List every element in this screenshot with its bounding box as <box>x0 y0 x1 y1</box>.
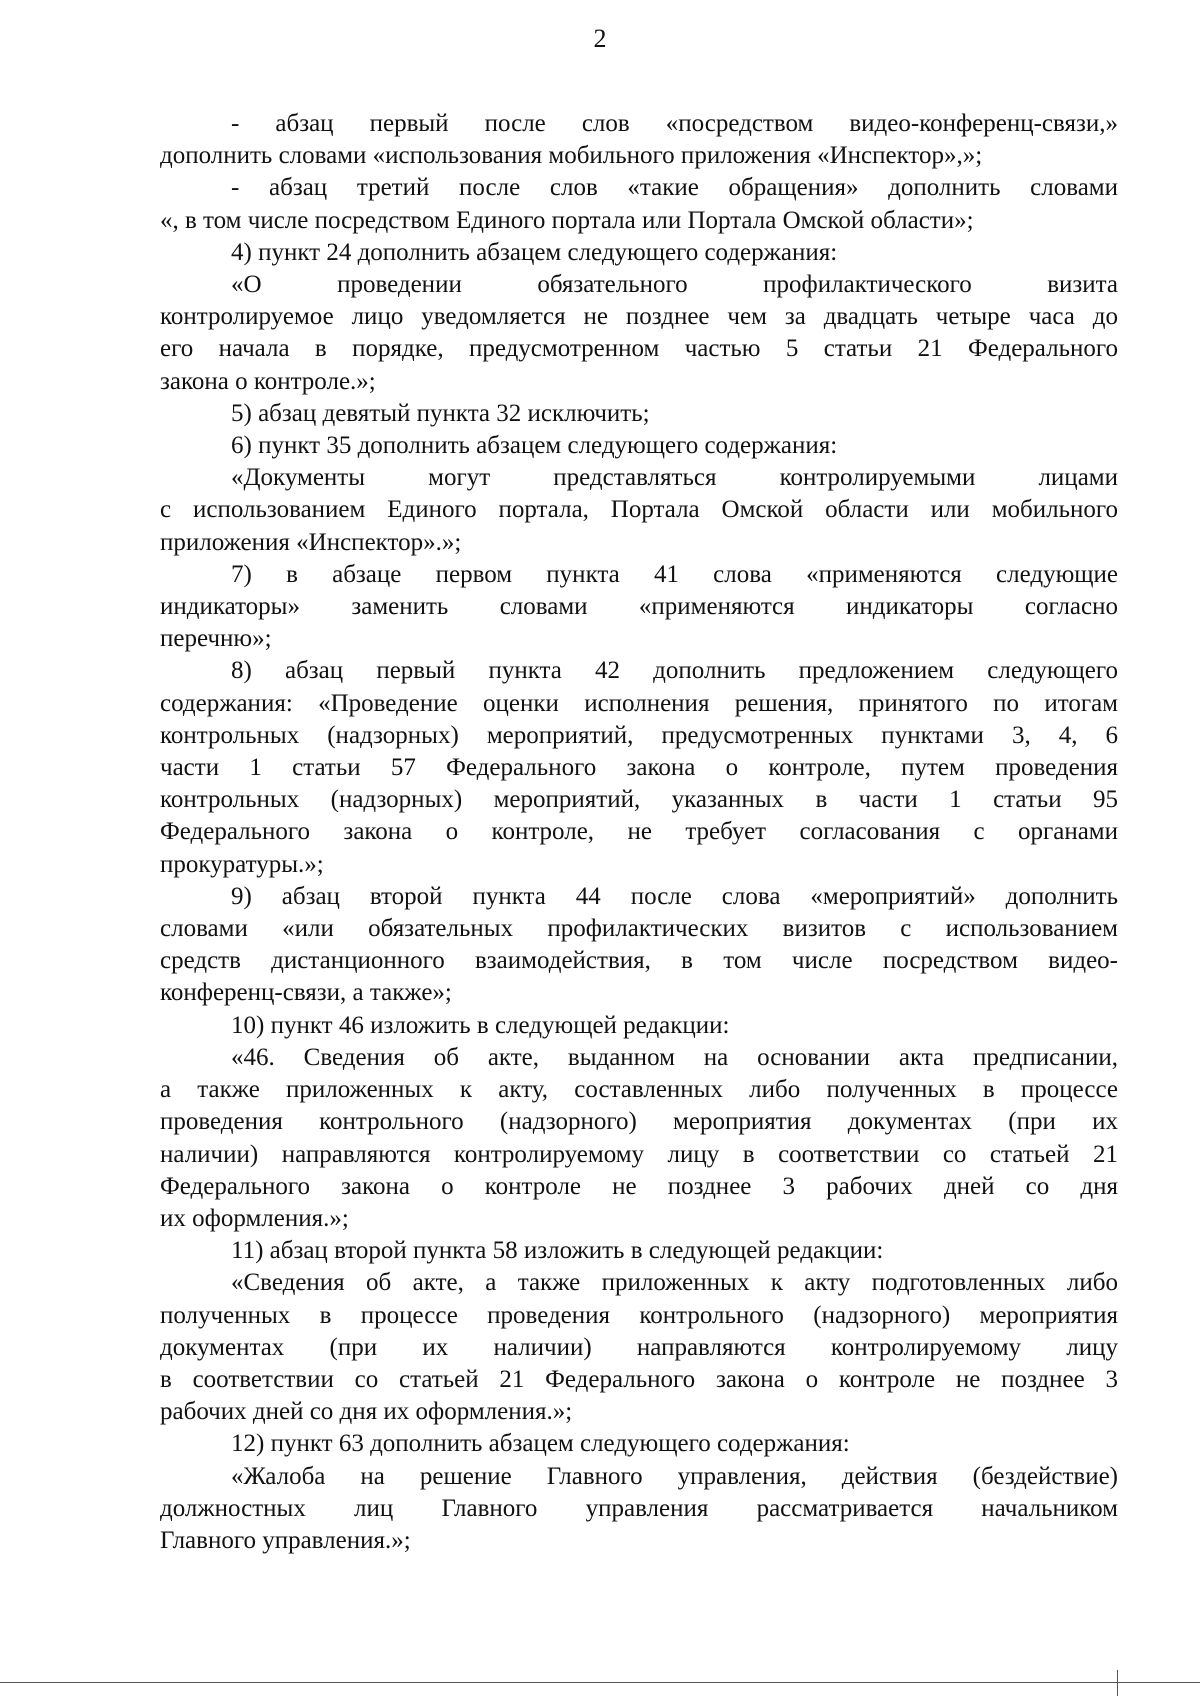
paragraph-line: прокуратуры.»; <box>160 850 324 878</box>
paragraph <box>160 172 1118 236</box>
paragraph-line: проведения контрольного (надзорного) мероприятия документах (при их <box>160 1108 1118 1136</box>
paragraph-line: 10) пункт 46 изложить в следующей редакции: <box>231 1011 730 1039</box>
page-number: 2 <box>593 24 607 53</box>
paragraph-line: его начала в порядке, предусмотренном частью 5 статьи 21 Федерального <box>160 335 1118 363</box>
paragraph <box>160 108 1118 172</box>
paragraph <box>160 559 1118 656</box>
paragraph-line: конференц-связи, а также»; <box>160 979 452 1007</box>
paragraph <box>160 1010 1118 1042</box>
paragraph <box>160 1235 1118 1267</box>
paragraph <box>160 462 1118 559</box>
paragraph-line: Главного управления.»; <box>160 1526 411 1554</box>
paragraph <box>160 1267 1118 1428</box>
paragraph <box>160 655 1118 880</box>
paragraph-line: закона о контроле.»; <box>160 367 376 395</box>
paragraph-line: «Документы могут представляться контролируемыми лицами <box>231 464 1118 492</box>
paragraph-line: в соответствии со статьей 21 Федерального закона о контроле не позднее 3 <box>160 1365 1118 1393</box>
paragraph-line: 11) абзац второй пункта 58 изложить в следующей редакции: <box>231 1237 884 1265</box>
paragraph-line: индикаторы» заменить словами «применяются индикаторы согласно <box>160 593 1118 621</box>
paragraph <box>160 1428 1118 1460</box>
paragraph-line: 12) пункт 63 дополнить абзацем следующего содержания: <box>231 1430 850 1458</box>
paragraph-line: «Сведения об акте, а также приложенных к акту подготовленных либо <box>231 1269 1118 1297</box>
paragraph-line: «, в том числе посредством Единого портала или Портала Омской области»; <box>160 206 974 234</box>
bottom-divider <box>0 1682 1200 1683</box>
paragraph <box>160 881 1118 1010</box>
paragraph-line: Федерального закона о контроле не позднее 3 рабочих дней со дня <box>160 1172 1118 1200</box>
paragraph-line: - абзац первый после слов «посредством видео-конференц-связи,» <box>231 110 1118 137</box>
paragraph <box>160 237 1118 269</box>
paragraph-line: документах (при их наличии) направляются контролируемому лицу <box>160 1333 1118 1361</box>
paragraph-line: «Жалоба на решение Главного управления, действия (бездействие) <box>231 1462 1118 1490</box>
paragraph-line: части 1 статьи 57 Федерального закона о контроле, путем проведения <box>160 754 1118 782</box>
paragraph-line: «46. Сведения об акте, выданном на основании акта предписании, <box>231 1043 1118 1071</box>
paragraph-line: 6) пункт 35 дополнить абзацем следующего содержания: <box>231 432 838 460</box>
paragraph-line: 4) пункт 24 дополнить абзацем следующего содержания: <box>231 238 838 266</box>
paragraph-line: 9) абзац второй пункта 44 после слова «мероприятий» дополнить <box>231 882 1118 910</box>
paragraph-line: 7) в абзаце первом пункта 41 слова «применяются следующие <box>231 560 1118 588</box>
paragraph-line: полученных в процессе проведения контрольного (надзорного) мероприятия <box>160 1301 1118 1329</box>
paragraph <box>160 398 1118 430</box>
paragraph-line: словами «или обязательных профилактических визитов с использованием <box>160 915 1118 943</box>
paragraph-line: дополнить словами «использования мобильного приложения «Инспектор»,»; <box>160 142 983 170</box>
paragraph-line: «О проведении обязательного профилактического визита <box>231 271 1118 299</box>
paragraph-line: их оформления.»; <box>160 1204 349 1232</box>
paragraph-line: 8) абзац первый пункта 42 дополнить предложением следующего <box>231 657 1118 685</box>
paragraph-line: перечню»; <box>160 625 272 653</box>
paragraph-line: средств дистанционного взаимодействия, в том числе посредством видео- <box>160 947 1118 975</box>
paragraph-line: контролируемое лицо уведомляется не позднее чем за двадцать четыре часа до <box>160 303 1118 331</box>
paragraph-line: наличии) направляются контролируемому лицу в соответствии со статьей 21 <box>160 1140 1118 1168</box>
paragraph-line: контрольных (надзорных) мероприятий, предусмотренных пунктами 3, 4, 6 <box>160 721 1118 749</box>
paragraph-line: - абзац третий после слов «такие обращения» дополнить словами <box>231 174 1118 202</box>
paragraph-line: приложения «Инспектор».»; <box>160 528 462 556</box>
paragraph-line: а также приложенных к акту, составленных либо полученных в процессе <box>160 1076 1118 1104</box>
paragraph-line: контрольных (надзорных) мероприятий, указанных в части 1 статьи 95 <box>160 786 1118 814</box>
paragraph-line: содержания: «Проведение оценки исполнения решения, принятого по итогам <box>160 689 1118 717</box>
paragraph-line: должностных лиц Главного управления рассматривается начальником <box>160 1494 1118 1522</box>
paragraph-line: Федерального закона о контроле, не требует согласования с органами <box>160 818 1118 846</box>
bottom-corner-mark <box>1117 1670 1118 1696</box>
paragraph <box>160 1461 1118 1558</box>
paragraph-line: с использованием Единого портала, Портала Омской области или мобильного <box>160 496 1118 524</box>
paragraph-line: рабочих дней со дня их оформления.»; <box>160 1398 573 1426</box>
paragraph-line: 5) абзац девятый пункта 32 исключить; <box>231 399 650 427</box>
document-body <box>160 108 1118 1557</box>
paragraph <box>160 430 1118 462</box>
paragraph <box>160 1042 1118 1235</box>
paragraph <box>160 269 1118 398</box>
